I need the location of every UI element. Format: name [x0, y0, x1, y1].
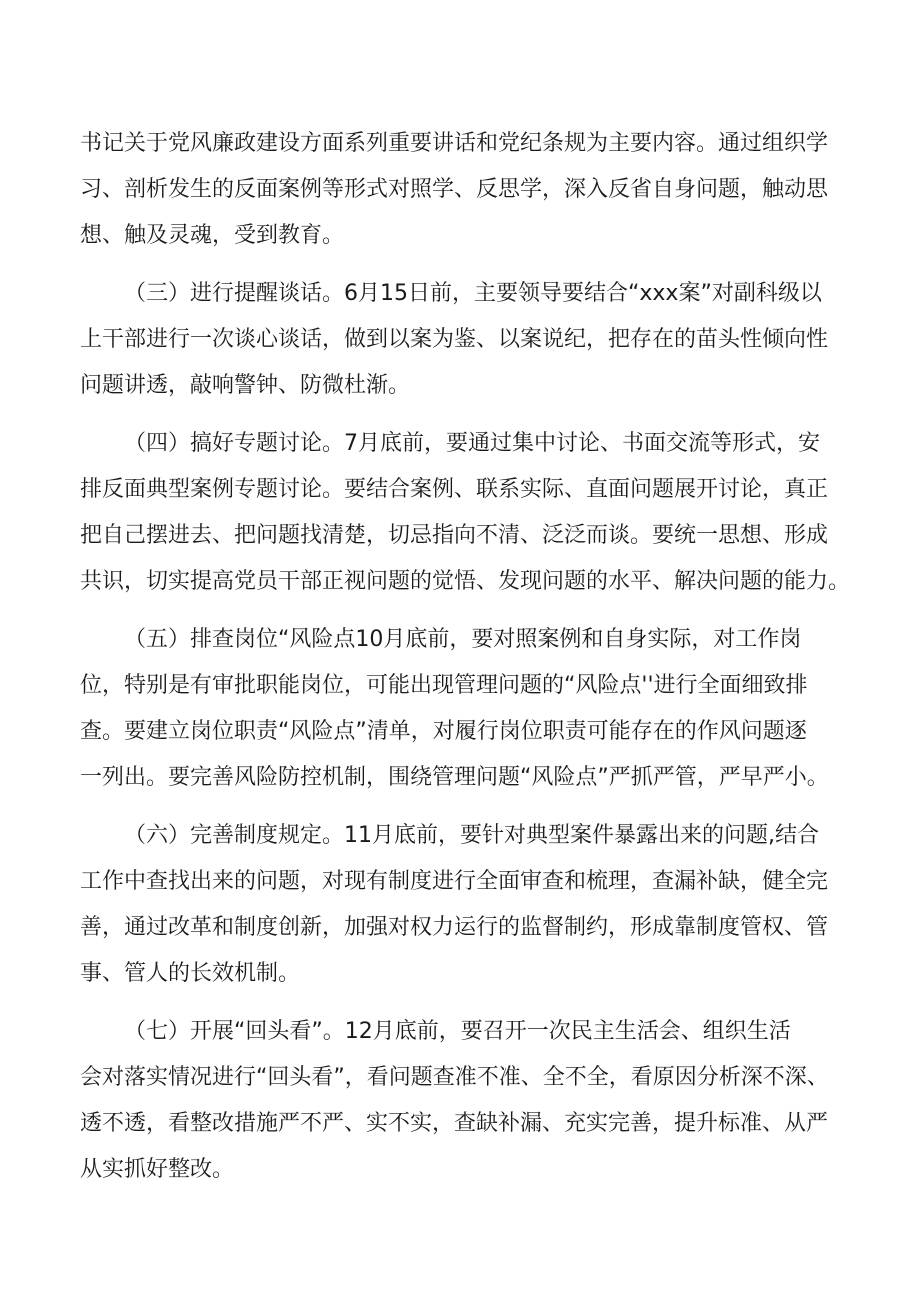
text-line: 一列出。要完善风险防控机制，围绕管理问题“风险点”严抓严管，严早严小。 [80, 765, 829, 790]
text-line: 把自己摆进去、把问题找清楚，切忌指向不清、泛泛而谈。要统一思想、形成 [80, 523, 829, 548]
text-line: 书记关于党风廉政建设方面系列重要讲话和党纪条规为主要内容。通过组织学 [80, 131, 829, 156]
text-line: 工作中查找出来的问题，对现有制度进行全面审查和梳理，查漏补缺，健全完 [80, 869, 829, 894]
paragraph-section-3 [80, 271, 862, 409]
text-line: （五）排查岗位“风险点10月底前，要对照案例和自身实际，对工作岗 [124, 627, 802, 652]
text-line: 问题讲透，敲响警钟、防微杜渐。 [80, 373, 411, 398]
text-line: 从实抓好整改。 [80, 1157, 235, 1182]
text-line: （四）搞好专题讨论。7月底前，要通过集中讨论、书面交流等形式，安 [124, 431, 820, 456]
text-line: 查。要建立岗位职责“风险点”清单，对履行岗位职责可能存在的作风问题逐 [80, 719, 807, 744]
text-line: （三）进行提醒谈话。6月15日前，主要领导要结合“xxx案”对副科级以 [124, 281, 822, 306]
paragraph-section-4 [80, 421, 862, 605]
text-line: 事、管人的长效机制。 [80, 961, 301, 986]
text-line: 习、剖析发生的反面案例等形式对照学、反思学，深入反省自身问题，触动思 [80, 177, 829, 202]
text-line: 共识，切实提高党员干部正视问题的觉悟、发现问题的水平、解决问题的能力。 [80, 569, 851, 594]
paragraph-section-5 [80, 617, 862, 801]
text-line: 位，特别是有审批职能岗位，可能出现管理问题的“风险点''进行全面细致排 [80, 673, 808, 698]
text-line: 排反面典型案例专题讨论。要结合案例、联系实际、直面问题展开讨论，真正 [80, 477, 829, 502]
text-line: 上干部进行一次谈心谈话，做到以案为鉴、以案说纪，把存在的苗头性倾向性 [80, 327, 829, 352]
text-line: 透不透，看整改措施严不严、实不实，查缺补漏、充实完善，提升标准、从严 [80, 1111, 829, 1136]
text-line: （七）开展“回头看”。12月底前，要召开一次民主生活会、组织生活 [124, 1019, 791, 1044]
text-line: （六）完善制度规定。11月底前，要针对典型案件暴露出来的问题,结合 [124, 823, 819, 848]
paragraph-section-7 [80, 1009, 862, 1193]
document-body [80, 121, 862, 1205]
paragraph-section-6 [80, 813, 862, 997]
text-line: 想、触及灵魂，受到教育。 [80, 223, 345, 248]
text-line: 善，通过改革和制度创新，加强对权力运行的监督制约，形成靠制度管权、管 [80, 915, 829, 940]
paragraph-intro-continued [80, 121, 862, 259]
text-line: 会对落实情况进行“回头看”，看问题查准不准、全不全，看原因分析深不深、 [80, 1065, 829, 1090]
